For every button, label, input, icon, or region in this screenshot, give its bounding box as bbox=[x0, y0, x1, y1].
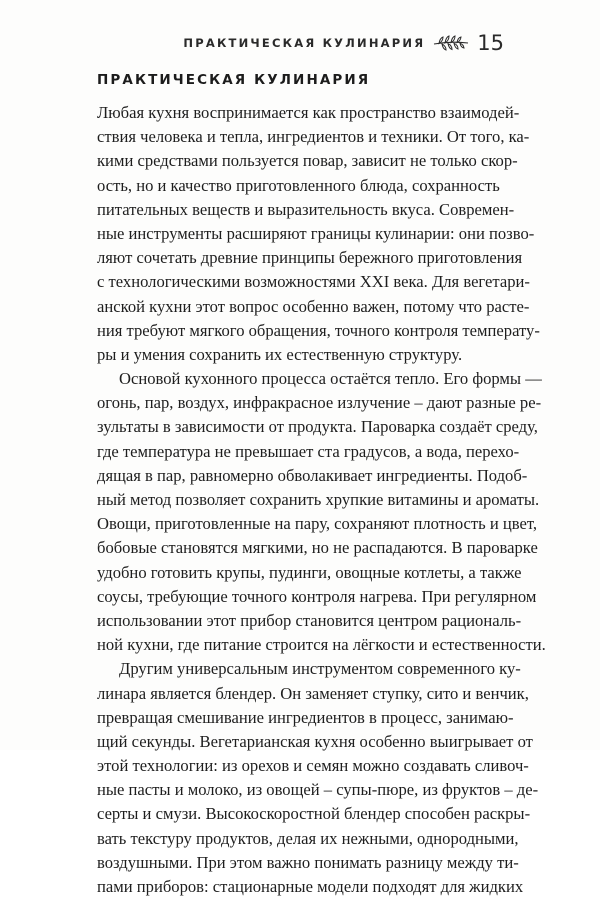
text-line: удобно готовить крупы, пудинги, овощные котлеты, а также bbox=[97, 562, 522, 582]
text-line: линара является блендер. Он заменяет ступку, сито и венчик, bbox=[97, 683, 529, 703]
text-line: анской кухни этот вопрос особенно важен, потому что расте- bbox=[97, 296, 530, 316]
section-heading: ПРАКТИЧЕСКАЯ КУЛИНАРИЯ bbox=[97, 72, 371, 88]
text-line: пами приборов: стационарные модели подходят для жидких bbox=[97, 877, 524, 896]
text-line: этой технологии: из орехов и семян можно создавать сливоч- bbox=[97, 756, 529, 776]
text-line: Любая кухня воспринимается как пространство взаимодей- bbox=[97, 103, 520, 122]
text-line: ные инструменты расширяют границы кулинарии: они позво- bbox=[97, 223, 535, 243]
body-text bbox=[97, 101, 546, 899]
text-line: ный метод позволяет сохранить хрупкие витамины и ароматы. bbox=[97, 490, 540, 509]
text-line: с технологическими возможностями XXI века. Для вегетари- bbox=[97, 272, 530, 292]
leaf-branch-icon bbox=[433, 34, 469, 52]
text-line: Овощи, приготовленные на пару, сохраняют плотность и цвет, bbox=[97, 514, 538, 534]
text-line: щий секунды. Вегетарианская кухня особенно выигрывает от bbox=[97, 731, 533, 751]
text-line: бобовые становятся мягкими, но не распадаются. В пароварке bbox=[97, 538, 538, 558]
text-line: зультаты в зависимости от продукта. Пароварка создаёт среду, bbox=[97, 417, 538, 437]
text-line: воздушными. При этом важно понимать разницу между ти- bbox=[97, 852, 519, 872]
text-line: использовании этот прибор становится центром рациональ- bbox=[97, 610, 522, 630]
page-number: 15 bbox=[477, 31, 504, 55]
text-line: ость, но и качество приготовленного блюда, сохранность bbox=[97, 175, 500, 195]
text-line: ствия человека и тепла, ингредиентов и техники. От того, ка- bbox=[97, 127, 530, 147]
text-line: вать текстуру продуктов, делая их нежными, однородными, bbox=[97, 828, 519, 848]
text-line: Основой кухонного процесса остаётся тепло. Его формы — bbox=[119, 369, 542, 389]
text-line: ры и умения сохранить их естественную структуру. bbox=[97, 344, 463, 364]
text-line: ные пасты и молоко, из овощей – супы-пюре, из фруктов – де- bbox=[97, 780, 539, 800]
running-title: ПРАКТИЧЕСКАЯ КУЛИНАРИЯ bbox=[183, 36, 426, 50]
text-line: ляют сочетать древние принципы бережного приготовления bbox=[97, 248, 523, 268]
text-line: где температура не превышает ста градусов, а вода, перехо- bbox=[97, 441, 520, 461]
text-line: питательных веществ и выразительность вкуса. Современ- bbox=[97, 199, 515, 219]
text-line: ния требуют мягкого обращения, точного контроля температу- bbox=[97, 320, 540, 340]
running-head bbox=[183, 30, 504, 56]
text-line: ной кухни, где питание строится на лёгкости и естественности. bbox=[97, 635, 546, 655]
text-line: серты и смузи. Высокоскоростной блендер способен раскры- bbox=[97, 804, 531, 824]
text-line: дящая в пар, равномерно обволакивает ингредиенты. Подоб- bbox=[97, 465, 528, 485]
text-line: соусы, требующие точного контроля нагрева. При регулярном bbox=[97, 586, 537, 606]
text-line: Другим универсальным инструментом современного ку- bbox=[119, 659, 521, 679]
text-line: кими средствами пользуется повар, зависит не только скор- bbox=[97, 151, 518, 171]
text-line: превращая смешивание ингредиентов в процесс, занимаю- bbox=[97, 707, 514, 727]
text-line: огонь, пар, воздух, инфракрасное излучение – дают разные ре- bbox=[97, 393, 542, 413]
